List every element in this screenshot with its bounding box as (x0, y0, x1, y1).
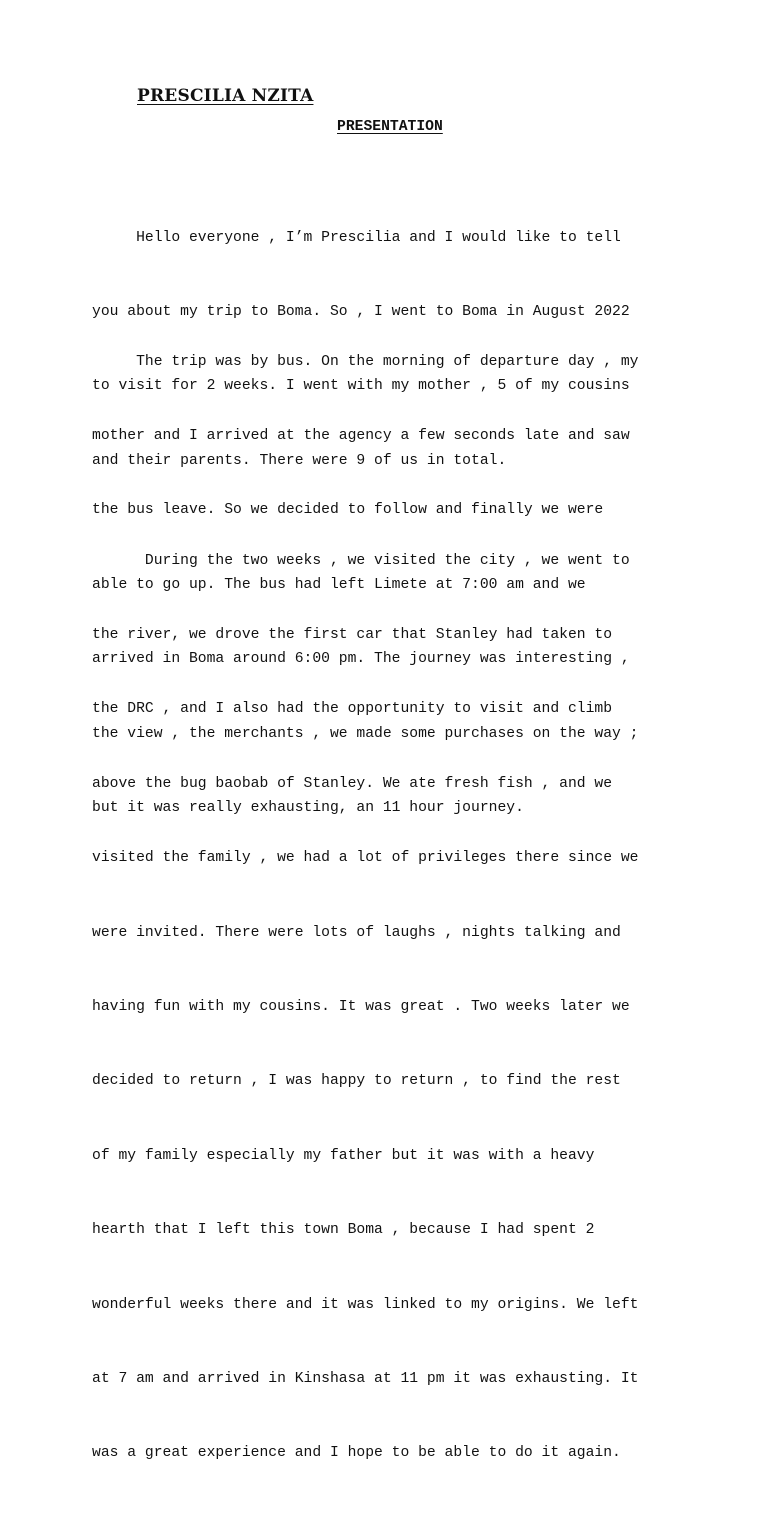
text-line: and their parents. There were 9 of us in total. (92, 452, 507, 469)
text-line: the view , the merchants , we made some purchases on the way ; (92, 725, 639, 742)
text-line: but it was really exhausting, an 11 hour journey. (92, 799, 524, 816)
document-title: PRESENTATION (337, 119, 443, 135)
text-line: were invited. There were lots of laughs , nights talking and (92, 924, 621, 941)
text-line: at 7 am and arrived in Kinshasa at 11 pm it was exhausting. It (92, 1370, 639, 1387)
text-line: arrived in Boma around 6:00 pm. The journey was interesting , (92, 651, 630, 668)
text-line: the bus leave. So we decided to follow and finally we were (92, 502, 604, 519)
paragraph-stay (92, 499, 682, 1516)
text-line: The trip was by bus. On the morning of departure day , my (92, 353, 639, 370)
text-line: hearth that I left this town Boma , because I had spent 2 (92, 1222, 595, 1239)
text-line: of my family especially my father but it was with a heavy (92, 1147, 595, 1164)
text-line: to visit for 2 weeks. I went with my mother , 5 of my cousins (92, 378, 630, 395)
text-line: visited the family , we had a lot of privileges there since we (92, 850, 639, 867)
author-name: PRESCILIA NZITA (137, 86, 314, 106)
text-line: decided to return , I was happy to return , to find the rest (92, 1073, 621, 1090)
text-line: wonderful weeks there and it was linked to my origins. We left (92, 1296, 639, 1313)
text-line: was a great experience and I hope to be able to do it again. (92, 1445, 621, 1462)
text-line: able to go up. The bus had left Limete at 7:00 am and we (92, 576, 586, 593)
text-line: Hello everyone , I’m Prescilia and I would like to tell (92, 229, 621, 246)
text-line: you about my trip to Boma. So , I went to Boma in August 2022 (92, 303, 630, 320)
text-line: the river, we drove the first car that Stanley had taken to (92, 626, 613, 643)
text-line: During the two weeks , we visited the city , we went to (92, 552, 630, 569)
text-line: mother and I arrived at the agency a few seconds late and saw (92, 427, 630, 444)
text-line: having fun with my cousins. It was great . Two weeks later we (92, 998, 630, 1015)
text-line: above the bug baobab of Stanley. We ate fresh fish , and we (92, 775, 613, 792)
text-line: the DRC , and I also had the opportunity to visit and climb (92, 701, 613, 718)
